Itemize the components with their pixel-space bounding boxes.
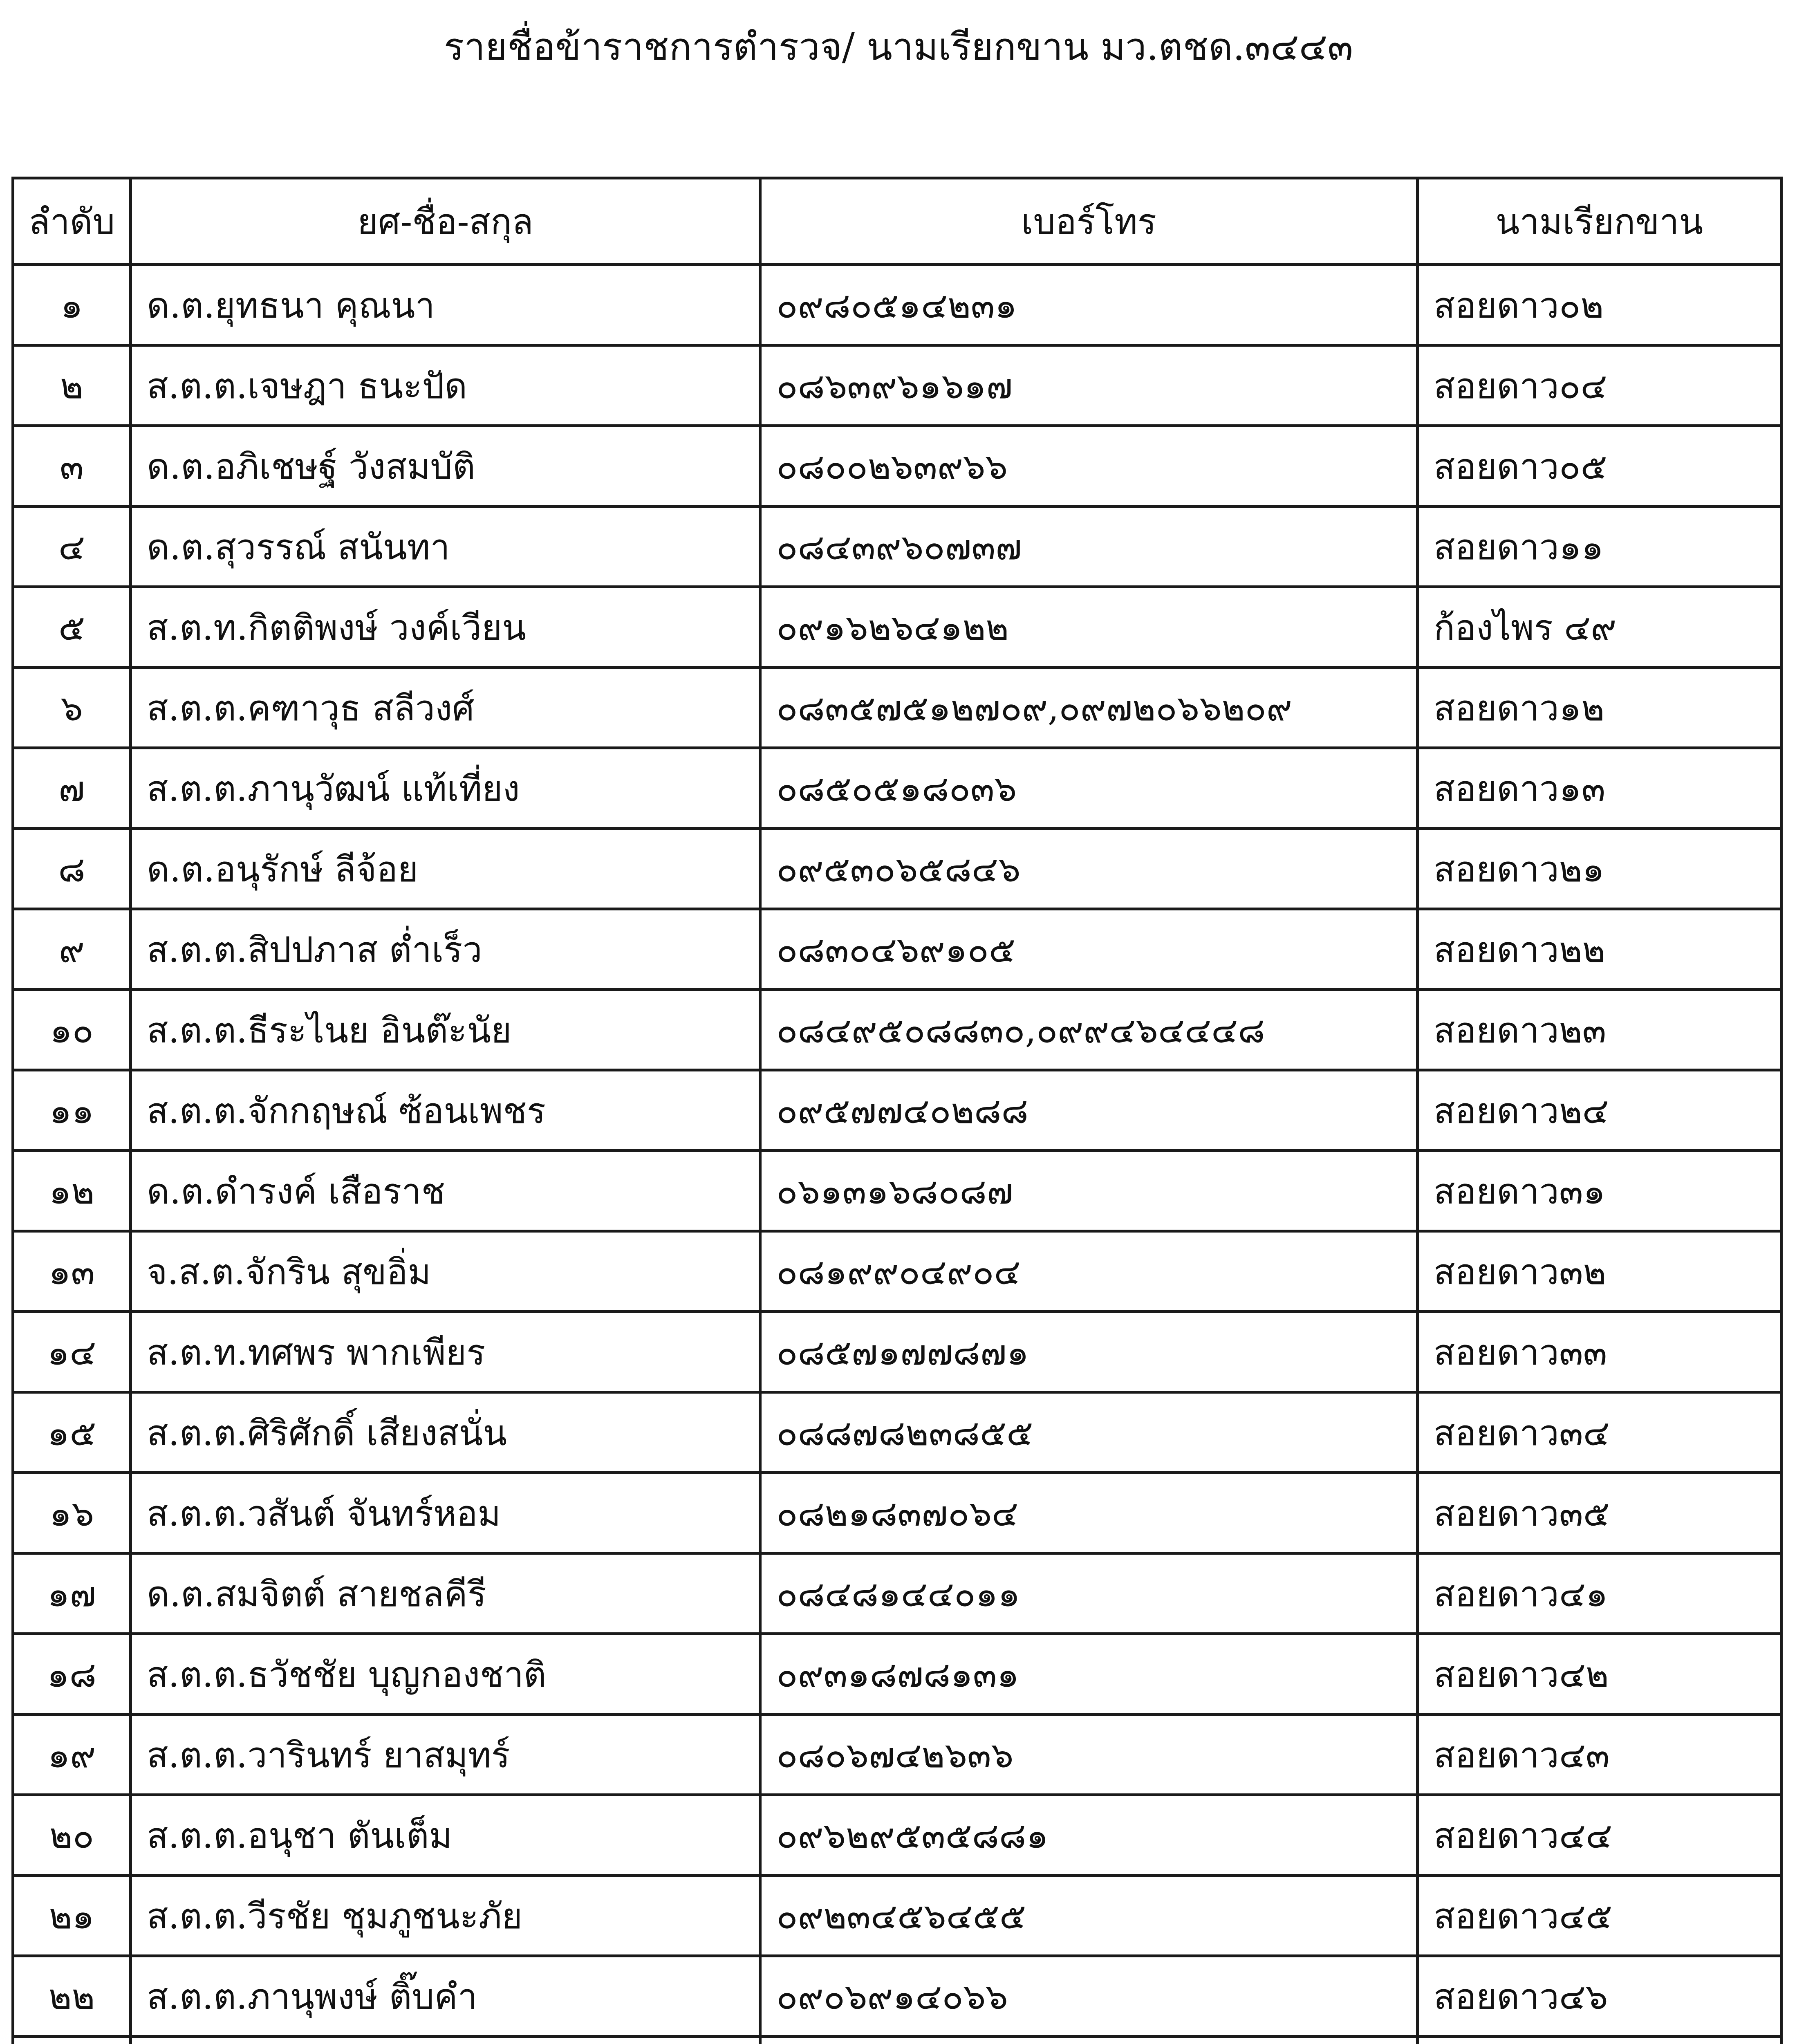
cell-rank-name: ส.ต.ต.ภานุพงษ์ ติ๊บคำ — [131, 1956, 760, 2037]
cell-phone: ๐๖๑๓๑๖๘๐๘๗ — [760, 1151, 1418, 1231]
cell-callsign: สอยดาว๒๑ — [1418, 829, 1781, 909]
cell-callsign: สอยดาว๔๖ — [1418, 1956, 1781, 2037]
cell-rank-name: ด.ต.สมจิตต์ สายชลคีรี — [131, 1553, 760, 1634]
cell-rank-name: ด.ต.อนุรักษ์ ลีจ้อย — [131, 829, 760, 909]
cell-callsign: สอยดาว๐๒ — [1418, 265, 1781, 345]
cell-rank-name: ส.ต.ต.ธีระไนย อินต๊ะนัย — [131, 990, 760, 1070]
cell-number: ๗ — [13, 748, 131, 829]
cell-phone: ๐๘๑๙๙๐๔๙๐๔ — [760, 1231, 1418, 1312]
cell-callsign: สอยดาว๔๑ — [1418, 1553, 1781, 1634]
cell-callsign: สอยดาว๔๔ — [1418, 1795, 1781, 1876]
cell-rank-name: ส.ต.ท.กิตติพงษ์ วงค์เวียน — [131, 587, 760, 668]
cell-phone: ๐๙๒๓๔๕๖๔๕๕ — [760, 1876, 1418, 1956]
cell-number: ๒๑ — [13, 1876, 131, 1956]
cell-phone: ๐๙๖๒๙๕๓๕๘๘๑ — [760, 1795, 1418, 1876]
table-header — [13, 178, 1781, 265]
cell-callsign: สอยดาว๓๓ — [1418, 1312, 1781, 1392]
cell-phone: ๐๘๐๐๒๖๓๙๖๖ — [760, 426, 1418, 507]
table-row — [13, 1634, 1781, 1715]
cell-number: ๕ — [13, 587, 131, 668]
cell-rank-name: ส.ต.ต.เจษฎา ธนะปัด — [131, 345, 760, 426]
cell-number — [13, 2037, 131, 2044]
cell-number: ๖ — [13, 668, 131, 748]
cell-rank-name: ด.ต.สุวรรณ์ สนันทา — [131, 507, 760, 587]
cell-phone: ๐๘๘๗๘๒๓๘๕๕ — [760, 1392, 1418, 1473]
cell-phone: ๐๙๕๗๗๔๐๒๘๘ — [760, 1070, 1418, 1151]
cell-callsign: สอยดาว๔๓ — [1418, 1715, 1781, 1795]
cell-callsign — [1418, 2037, 1781, 2044]
table-row — [13, 1231, 1781, 1312]
cell-rank-name: ด.ต.อภิเชษฐ์ วังสมบัติ — [131, 426, 760, 507]
cell-callsign: สอยดาว๑๑ — [1418, 507, 1781, 587]
table-row — [13, 1715, 1781, 1795]
table-row — [13, 1473, 1781, 1553]
cell-number: ๙ — [13, 909, 131, 990]
cell-phone: ๐๘๔๙๕๐๘๘๓๐,๐๙๙๔๖๔๔๔๘ — [760, 990, 1418, 1070]
table-row — [13, 2037, 1781, 2044]
cell-number: ๑๖ — [13, 1473, 131, 1553]
cell-rank-name — [131, 2037, 760, 2044]
table-row — [13, 748, 1781, 829]
cell-phone: ๐๘๕๐๕๑๘๐๓๖ — [760, 748, 1418, 829]
table-row — [13, 265, 1781, 345]
cell-number: ๓ — [13, 426, 131, 507]
cell-number: ๑๐ — [13, 990, 131, 1070]
cell-number: ๑๓ — [13, 1231, 131, 1312]
header-number: ลำดับ — [13, 178, 131, 265]
cell-number: ๒๐ — [13, 1795, 131, 1876]
header-callsign: นามเรียกขาน — [1418, 178, 1781, 265]
table-row — [13, 1956, 1781, 2037]
table-row — [13, 1795, 1781, 1876]
cell-phone: ๐๙๕๓๐๖๕๘๔๖ — [760, 829, 1418, 909]
cell-phone — [760, 2037, 1418, 2044]
cell-phone: ๐๘๖๓๙๖๑๖๑๗ — [760, 345, 1418, 426]
cell-rank-name: ส.ต.ต.สิปปภาส ต่ำเร็ว — [131, 909, 760, 990]
cell-rank-name: ส.ต.ท.ทศพร พากเพียร — [131, 1312, 760, 1392]
table-row — [13, 1151, 1781, 1231]
cell-number: ๑๒ — [13, 1151, 131, 1231]
cell-rank-name: ส.ต.ต.ภานุวัฒน์ แท้เที่ยง — [131, 748, 760, 829]
cell-callsign: สอยดาว๒๓ — [1418, 990, 1781, 1070]
cell-rank-name: ส.ต.ต.จักกฤษณ์ ซ้อนเพชร — [131, 1070, 760, 1151]
cell-callsign: สอยดาว๔๒ — [1418, 1634, 1781, 1715]
cell-number: ๑๔ — [13, 1312, 131, 1392]
cell-number: ๑๘ — [13, 1634, 131, 1715]
cell-rank-name: จ.ส.ต.จักริน สุขอิ่ม — [131, 1231, 760, 1312]
cell-number: ๑๕ — [13, 1392, 131, 1473]
table-body — [13, 265, 1781, 2044]
table-row — [13, 829, 1781, 909]
table-row — [13, 426, 1781, 507]
cell-phone: ๐๘๔๘๑๔๔๐๑๑ — [760, 1553, 1418, 1634]
cell-number: ๑ — [13, 265, 131, 345]
table-row — [13, 345, 1781, 426]
cell-rank-name: ส.ต.ต.คฑาวุธ สลีวงศ์ — [131, 668, 760, 748]
cell-callsign: สอยดาว๓๔ — [1418, 1392, 1781, 1473]
table-row — [13, 909, 1781, 990]
cell-rank-name: ส.ต.ต.วารินทร์ ยาสมุทร์ — [131, 1715, 760, 1795]
table-row — [13, 990, 1781, 1070]
table-row — [13, 1392, 1781, 1473]
table-row — [13, 1553, 1781, 1634]
table-row — [13, 668, 1781, 748]
cell-number: ๑๑ — [13, 1070, 131, 1151]
table-row — [13, 587, 1781, 668]
cell-callsign: สอยดาว๒๔ — [1418, 1070, 1781, 1151]
cell-phone: ๐๘๔๓๙๖๐๗๓๗ — [760, 507, 1418, 587]
cell-rank-name: ส.ต.ต.อนุชา ตันเต็ม — [131, 1795, 760, 1876]
cell-callsign: สอยดาว๑๓ — [1418, 748, 1781, 829]
cell-phone: ๐๙๓๑๘๗๘๑๓๑ — [760, 1634, 1418, 1715]
cell-callsign: ก้องไพร ๔๙ — [1418, 587, 1781, 668]
cell-callsign: สอยดาว๔๕ — [1418, 1876, 1781, 1956]
header-rank-name: ยศ-ชื่อ-สกุล — [131, 178, 760, 265]
cell-phone: ๐๙๘๐๕๑๔๒๓๑ — [760, 265, 1418, 345]
table-row — [13, 1876, 1781, 1956]
cell-number: ๑๙ — [13, 1715, 131, 1795]
cell-number: ๔ — [13, 507, 131, 587]
cell-phone: ๐๘๓๕๗๕๑๒๗๐๙,๐๙๗๒๐๖๖๒๐๙ — [760, 668, 1418, 748]
cell-number: ๘ — [13, 829, 131, 909]
page-title: รายชื่อข้าราชการตำรวจ/ นามเรียกขาน มว.ตชด.๓๔๔๓ — [444, 25, 1353, 69]
header-row — [13, 178, 1781, 265]
cell-phone: ๐๘๓๐๔๖๙๑๐๕ — [760, 909, 1418, 990]
cell-phone: ๐๘๐๖๗๔๒๖๓๖ — [760, 1715, 1418, 1795]
cell-callsign: สอยดาว๐๔ — [1418, 345, 1781, 426]
cell-phone: ๐๘๕๗๑๗๗๘๗๑ — [760, 1312, 1418, 1392]
cell-phone: ๐๘๒๑๘๓๗๐๖๔ — [760, 1473, 1418, 1553]
cell-callsign: สอยดาว๓๕ — [1418, 1473, 1781, 1553]
cell-callsign: สอยดาว๐๕ — [1418, 426, 1781, 507]
cell-number: ๒ — [13, 345, 131, 426]
cell-rank-name: ส.ต.ต.วสันต์ จันทร์หอม — [131, 1473, 760, 1553]
table-row — [13, 1312, 1781, 1392]
cell-rank-name: ส.ต.ต.วีรชัย ชุมภูชนะภัย — [131, 1876, 760, 1956]
cell-number: ๑๗ — [13, 1553, 131, 1634]
cell-rank-name: ด.ต.ยุทธนา คุณนา — [131, 265, 760, 345]
cell-callsign: สอยดาว๓๒ — [1418, 1231, 1781, 1312]
table-row — [13, 507, 1781, 587]
cell-rank-name: ด.ต.ดำรงค์ เสือราช — [131, 1151, 760, 1231]
roster-table — [11, 177, 1783, 2044]
cell-callsign: สอยดาว๓๑ — [1418, 1151, 1781, 1231]
header-phone: เบอร์โทร — [760, 178, 1418, 265]
cell-rank-name: ส.ต.ต.ศิริศักดิ์ เสียงสนั่น — [131, 1392, 760, 1473]
cell-rank-name: ส.ต.ต.ธวัชชัย บุญกองชาติ — [131, 1634, 760, 1715]
cell-callsign: สอยดาว๑๒ — [1418, 668, 1781, 748]
cell-phone: ๐๙๐๖๙๑๔๐๖๖ — [760, 1956, 1418, 2037]
table-row — [13, 1070, 1781, 1151]
cell-callsign: สอยดาว๒๒ — [1418, 909, 1781, 990]
cell-phone: ๐๙๑๖๒๖๔๑๒๒ — [760, 587, 1418, 668]
cell-number: ๒๒ — [13, 1956, 131, 2037]
